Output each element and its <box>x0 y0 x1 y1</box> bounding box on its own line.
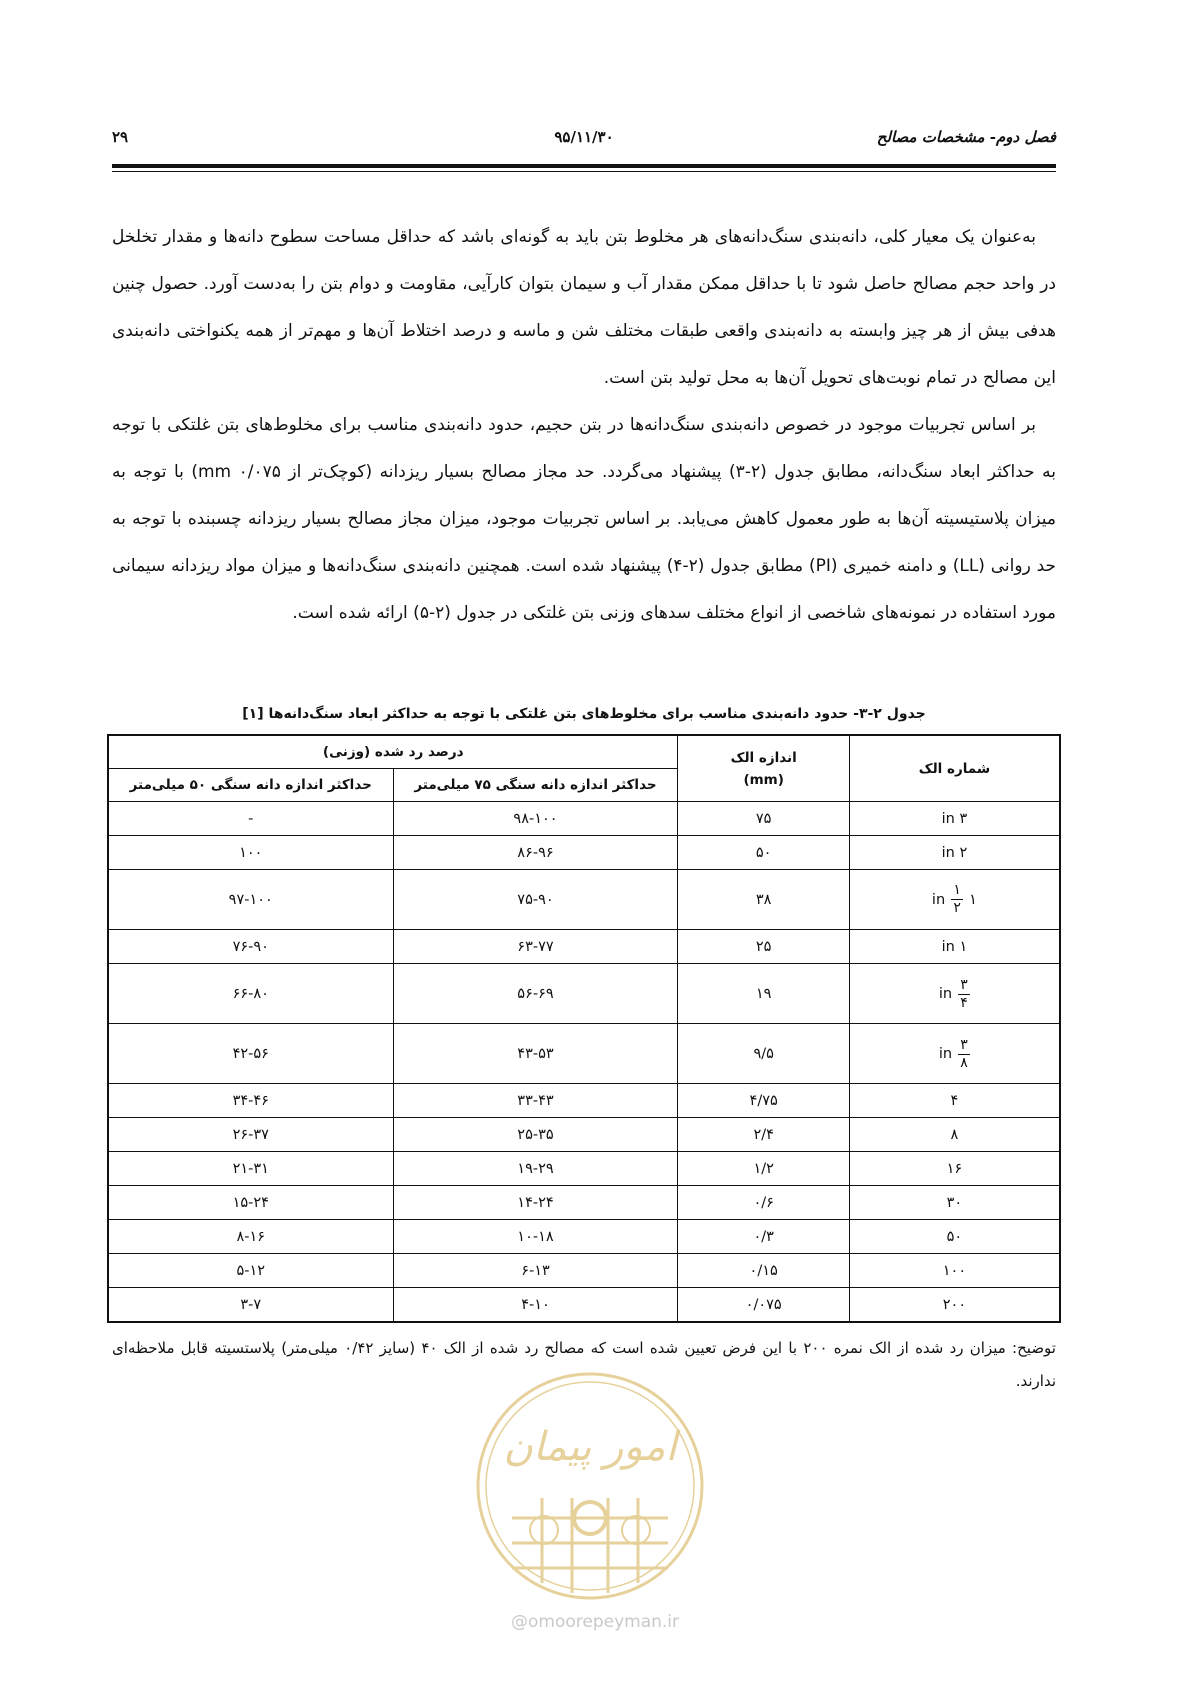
cell-sieve: ۵۰ <box>849 1220 1060 1254</box>
table-row <box>108 964 1060 1024</box>
fraction-unit: in <box>931 891 946 908</box>
header-max50: حداکثر اندازه دانه سنگی ۵۰ میلی‌متر <box>108 769 393 802</box>
chapter-title: فصل دوم- مشخصات مصالح <box>876 128 1056 146</box>
cell-size: ۱/۲ <box>678 1152 849 1186</box>
sieve-fraction <box>932 883 977 916</box>
table-row <box>108 1084 1060 1118</box>
table-row <box>108 1288 1060 1323</box>
cell-p50: ۲۶-۳۷ <box>108 1118 393 1152</box>
table-row <box>108 1254 1060 1288</box>
seal-logo-icon <box>472 1368 708 1604</box>
table-row <box>108 1220 1060 1254</box>
body-text <box>112 214 1056 637</box>
cell-sieve: ۱۶ <box>849 1152 1060 1186</box>
cell-size: ۰/۳ <box>678 1220 849 1254</box>
fraction-stack <box>951 883 963 916</box>
cell-sieve: ۲۰۰ <box>849 1288 1060 1323</box>
cell-p75: ۷۵-۹۰ <box>393 870 678 930</box>
cell-sieve <box>849 870 1060 930</box>
cell-sieve: ۸ <box>849 1118 1060 1152</box>
cell-sieve: ۳ in <box>849 802 1060 836</box>
cell-size: ۰/۰۷۵ <box>678 1288 849 1323</box>
table-row <box>108 1186 1060 1220</box>
cell-p75: ۴-۱۰ <box>393 1288 678 1323</box>
header-sieve-size-label: اندازه الک <box>730 749 797 766</box>
cell-p75: ۱۰-۱۸ <box>393 1220 678 1254</box>
cell-size: ۹/۵ <box>678 1024 849 1084</box>
cell-size: ۲/۴ <box>678 1118 849 1152</box>
fraction-whole: ۱ <box>969 891 977 908</box>
cell-size: ۳۸ <box>678 870 849 930</box>
cell-p50: ۱۵-۲۴ <box>108 1186 393 1220</box>
fraction-numerator: ۱ <box>953 882 961 898</box>
header-sieve-number: شماره الک <box>849 735 1060 802</box>
table-caption: جدول ۲-۳- حدود دانه‌بندی مناسب برای مخلوط‌های بتن غلتکی با توجه به حداکثر ابعاد سنگ‌دانه‌ها [۱] <box>242 706 926 722</box>
sieve-fraction <box>939 978 970 1011</box>
table-row <box>108 930 1060 964</box>
cell-p50: - <box>108 802 393 836</box>
cell-p50: ۹۷-۱۰۰ <box>108 870 393 930</box>
fraction-numerator: ۳ <box>960 1036 968 1053</box>
cell-p75: ۲۵-۳۵ <box>393 1118 678 1152</box>
fraction-stack <box>958 978 970 1011</box>
cell-size: ۵۰ <box>678 836 849 870</box>
cell-p75: ۹۸-۱۰۰ <box>393 802 678 836</box>
page-number: ۲۹ <box>112 128 129 146</box>
cell-p75: ۴۳-۵۳ <box>393 1024 678 1084</box>
cell-p75: ۶۳-۷۷ <box>393 930 678 964</box>
cell-p75: ۳۳-۴۳ <box>393 1084 678 1118</box>
cell-sieve: ۱۰۰ <box>849 1254 1060 1288</box>
header-sieve-size <box>678 735 849 802</box>
cell-p50: ۲۱-۳۱ <box>108 1152 393 1186</box>
page-header <box>112 128 1056 154</box>
cell-p75: ۸۶-۹۶ <box>393 836 678 870</box>
cell-size: ۴/۷۵ <box>678 1084 849 1118</box>
table-row <box>108 1118 1060 1152</box>
cell-sieve: ۲ in <box>849 836 1060 870</box>
sieve-fraction <box>939 1038 970 1071</box>
table-row <box>108 1152 1060 1186</box>
table-row <box>108 802 1060 836</box>
fraction-denominator: ۸ <box>960 1054 968 1071</box>
cell-p75: ۱۹-۲۹ <box>393 1152 678 1186</box>
fraction-unit: in <box>938 1046 953 1062</box>
cell-size: ۲۵ <box>678 930 849 964</box>
fraction-denominator: ۲ <box>953 900 961 916</box>
header-max75: حداکثر اندازه دانه سنگی ۷۵ میلی‌متر <box>393 769 678 802</box>
header-sieve-size-unit: (mm) <box>743 771 784 788</box>
cell-p50: ۳۴-۴۶ <box>108 1084 393 1118</box>
cell-sieve: ۴ <box>849 1084 1060 1118</box>
cell-sieve: ۳۰ <box>849 1186 1060 1220</box>
cell-size: ۰/۶ <box>678 1186 849 1220</box>
fraction-denominator: ۴ <box>960 994 968 1011</box>
fraction-numerator: ۳ <box>960 976 968 993</box>
fraction-unit: in <box>938 986 953 1002</box>
cell-p50: ۷۶-۹۰ <box>108 930 393 964</box>
cell-size: ۱۹ <box>678 964 849 1024</box>
cell-p50: ۴۲-۵۶ <box>108 1024 393 1084</box>
cell-sieve <box>849 1024 1060 1084</box>
seal-logo-text: امور پیمان <box>503 1424 677 1470</box>
header-passing-group: درصد رد شده (وزنی) <box>108 735 678 769</box>
cell-size: ۰/۱۵ <box>678 1254 849 1288</box>
cell-p50: ۸-۱۶ <box>108 1220 393 1254</box>
fraction-stack <box>958 1038 970 1071</box>
cell-p75: ۶-۱۳ <box>393 1254 678 1288</box>
cell-p50: ۳-۷ <box>108 1288 393 1323</box>
header-date: ۹۵/۱۱/۳۰ <box>554 128 614 146</box>
paragraph-2: بر اساس تجربیات موجود در خصوص دانه‌بندی سنگ‌دانه‌ها در بتن حجیم، حدود دانه‌بندی مناسب برای مخلوط‌های بتن غلتکی با توجه به حداکثر ابعاد سنگ‌دانه، مطابق جدول (۲-۳) پیشنهاد می‌گردد. حد مجاز مصالح بسیار ریزدانه (کوچک‌تر از ۰/۰۷۵ mm) با توجه به میزان پلاستیسیته آن‌ها به طور معمول کاهش می‌یابد. بر اساس تجربیات موجود، میزان مجاز مصالح بسیار ریزدانه چسبنده با توجه به حد روانی (LL) و دامنه خمیری (PI) مطابق جدول (۲-۴) پیشنهاد شده است. همچنین دانه‌بندی سنگ‌دانه‌ها و میزان مواد ریزدانه سیمانی مورد استفاده در نمونه‌های شاخصی از انواع مختلف سدهای وزنی بتن غلتکی در جدول (۲-۵) ارائه شده است. <box>112 415 1057 623</box>
table-row <box>108 1024 1060 1084</box>
cell-p50: ۵-۱۲ <box>108 1254 393 1288</box>
table-note: توضیح: میزان رد شده از الک نمره ۲۰۰ با این فرض تعیین شده است که مصالح رد شده از الک ۴۰ (سایز ۰/۴۲ میلی‌متر) پلاستسیته قابل ملاحظه‌ای ندارند. <box>112 1339 1056 1390</box>
header-rule-thin <box>112 171 1056 172</box>
cell-size: ۷۵ <box>678 802 849 836</box>
cell-sieve <box>849 964 1060 1024</box>
cell-sieve: ۱ in <box>849 930 1060 964</box>
paragraph-1: به‌عنوان یک معیار کلی، دانه‌بندی سنگ‌دانه‌های هر مخلوط بتن باید به گونه‌ای باشد که حداقل مساحت سطوح دانه‌ها و مقدار تخلخل در واحد حجم مصالح حاصل شود تا با حداقل ممکن مقدار آب و سیمان بتوان کارآیی، مقاومت و دوام بتن را به‌دست آورد. حصول چنین هدفی بیش از هر چیز وابسته به دانه‌بندی واقعی طبقات مختلف شن و ماسه و درصد اختلاط آن‌ها و مهم‌تر از همه یکنواختی دانه‌بندی این مصالح در تمام نوبت‌های تحویل آن‌ها به محل تولید بتن است. <box>112 227 1056 388</box>
cell-p75: ۱۴-۲۴ <box>393 1186 678 1220</box>
watermark-website: @omoorepeyman.ir <box>510 1612 680 1632</box>
grading-table <box>107 734 1061 1323</box>
watermark-seal <box>472 1368 708 1604</box>
table-row <box>108 836 1060 870</box>
cell-p50: ۱۰۰ <box>108 836 393 870</box>
header-rule-thick <box>112 164 1056 168</box>
cell-p50: ۶۶-۸۰ <box>108 964 393 1024</box>
cell-p75: ۵۶-۶۹ <box>393 964 678 1024</box>
table-row <box>108 870 1060 930</box>
